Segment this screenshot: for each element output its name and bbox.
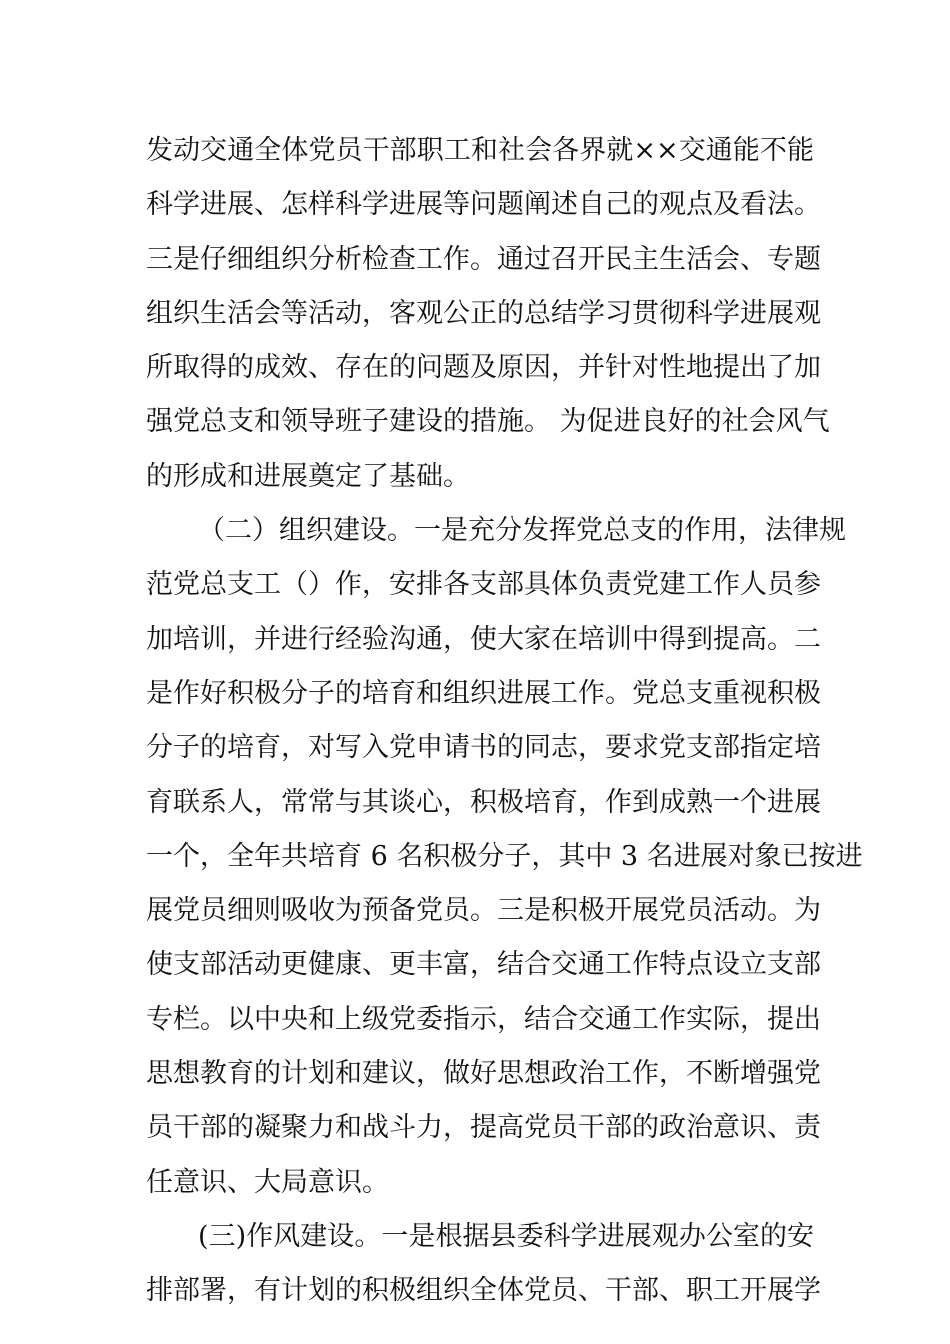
text-line: 是作好积极分子的培育和组织进展工作。党总支重视积极 bbox=[146, 677, 821, 709]
body-text bbox=[146, 124, 863, 1319]
text-line: 范党总支工（）作，安排各支部具体负责党建工作人员参 bbox=[146, 569, 821, 601]
text-line: 排部署，有计划的积极组织全体党员、干部、职工开展学 bbox=[146, 1275, 821, 1307]
text-line: 组织生活会等活动，客观公正的总结学习贯彻科学进展观 bbox=[146, 297, 821, 329]
text-line: 三是仔细组织分析检查工作。通过召开民主生活会、专题 bbox=[146, 243, 821, 275]
text-line: 发动交通全体党员干部职工和社会各界就××交通能不能 bbox=[146, 135, 814, 166]
text-line: 科学进展、怎样科学进展等问题阐述自己的观点及看法。 bbox=[146, 189, 821, 221]
text-line: 加培训，并进行经验沟通，使大家在培训中得到提高。二 bbox=[146, 623, 821, 655]
text-line: (三)作风建设。一是根据县委科学进展观办公室的安 bbox=[198, 1220, 814, 1252]
text-line: 的形成和进展奠定了基础。 bbox=[146, 460, 470, 492]
text-line: 所取得的成效、存在的问题及原因，并针对性地提出了加 bbox=[146, 352, 821, 384]
text-line: （二）组织建设。一是充分发挥党总支的作用，法律规 bbox=[198, 515, 846, 547]
text-line: 思想教育的计划和建议，做好思想政治工作，不断增强党 bbox=[146, 1058, 821, 1090]
text-line: 分子的培育，对写入党申请书的同志，要求党支部指定培 bbox=[146, 732, 821, 764]
text-line: 员干部的凝聚力和战斗力，提高党员干部的政治意识、责 bbox=[146, 1112, 821, 1144]
text-line: 展党员细则吸收为预备党员。三是积极开展党员活动。为 bbox=[146, 895, 821, 927]
text-line: 强党总支和领导班子建设的措施。 为促进良好的社会风气 bbox=[146, 406, 830, 438]
text-line: 任意识、大局意识。 bbox=[146, 1166, 389, 1198]
text-line: 使支部活动更健康、更丰富，结合交通工作特点设立支部 bbox=[146, 949, 821, 981]
text-line: 专栏。以中央和上级党委指示，结合交通工作实际，提出 bbox=[146, 1003, 821, 1035]
text-line: 育联系人，常常与其谈心，积极培育，作到成熟一个进展 bbox=[146, 786, 821, 818]
text-line: 一个，全年共培育 6 名积极分子，其中 3 名进展对象已按进 bbox=[146, 840, 863, 872]
